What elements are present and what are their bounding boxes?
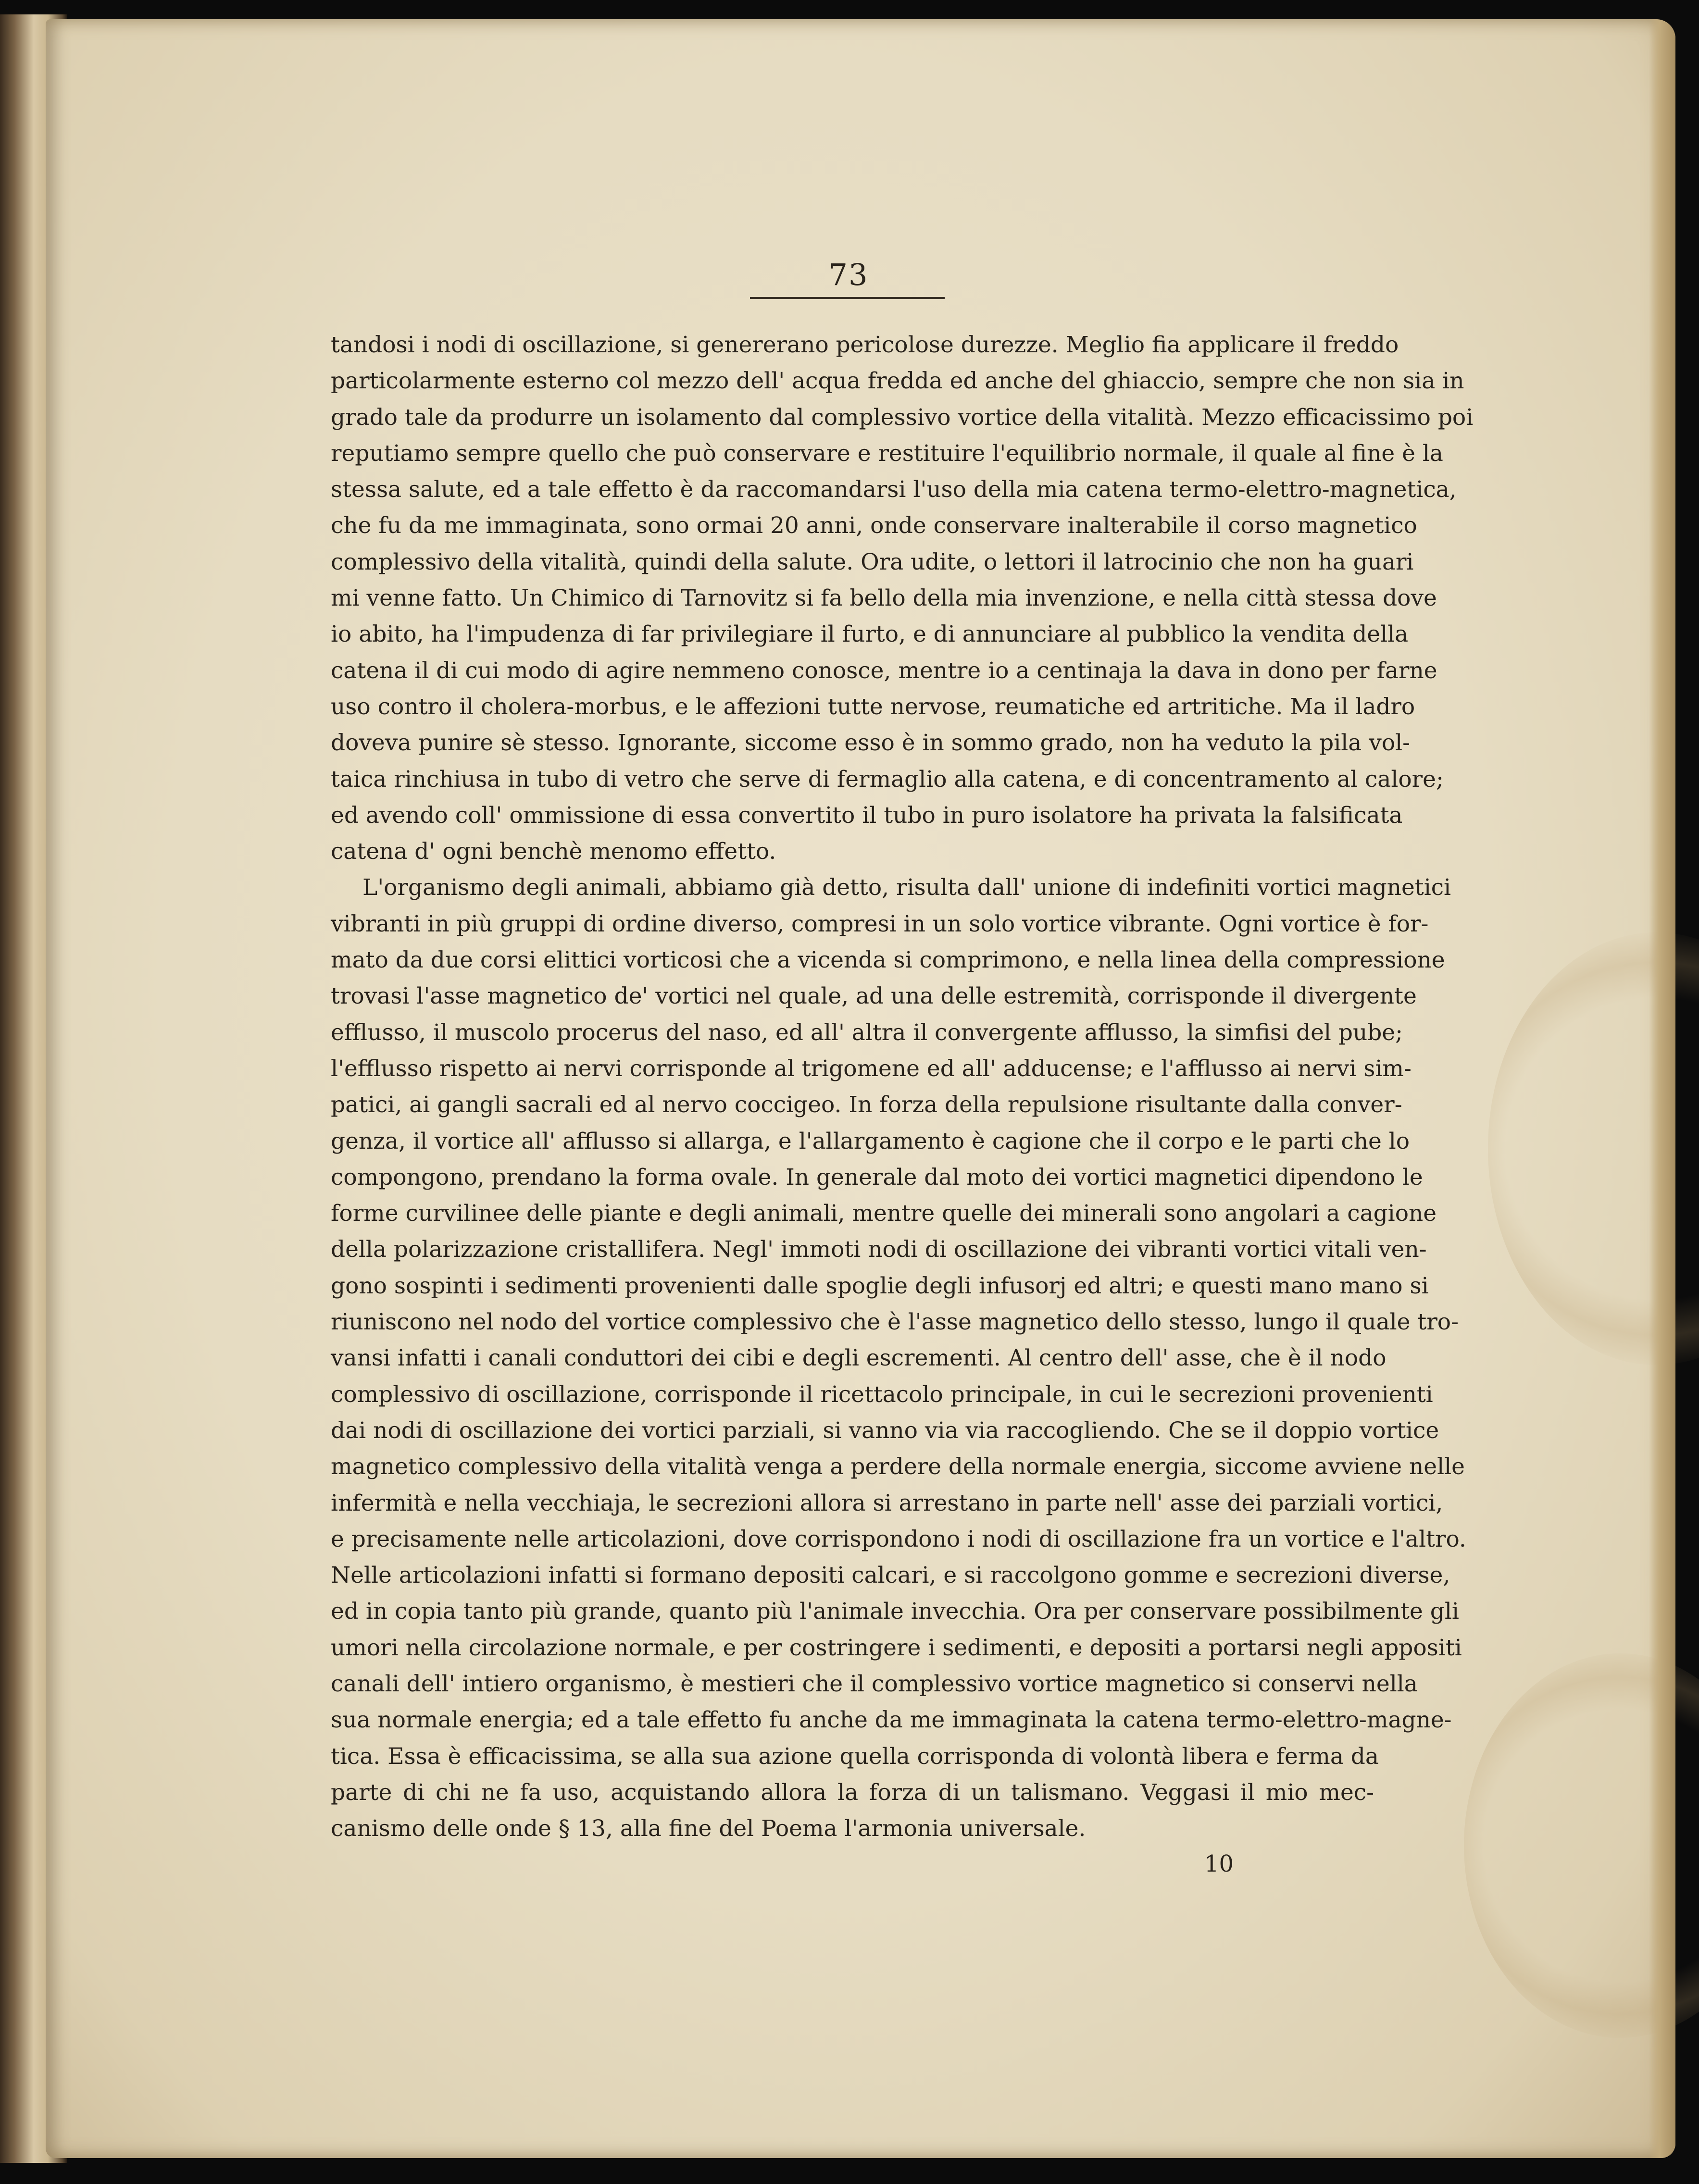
text-line: compongono, prendano la forma ovale. In generale dal moto dei vortici magnetici dipendono le bbox=[331, 1164, 1423, 1191]
text-line: infermità e nella vecchiaja, le secrezioni allora si arrestano in parte nell' asse dei parziali vortici, bbox=[331, 1489, 1443, 1516]
page-edge bbox=[1649, 19, 1675, 2158]
text-line: catena d' ogni benchè menomo effetto. bbox=[331, 838, 776, 865]
text-line: efflusso, il muscolo procerus del naso, ed all' altra il convergente afflusso, la simfisi del pube; bbox=[331, 1019, 1403, 1046]
text-line: l'efflusso rispetto ai nervi corrisponde al trigomene ed all' adducense; e l'afflusso ai nervi sim- bbox=[331, 1055, 1412, 1082]
text-line: tandosi i nodi di oscillazione, si genererano pericolose durezze. Meglio fia applicare il freddo bbox=[331, 332, 1399, 358]
signature-mark: 10 bbox=[1204, 1850, 1234, 1877]
text-line: parte di chi ne fa uso, acquistando allora la forza di un talismano. Veggasi il mio mec- bbox=[331, 1779, 1374, 1806]
text-line: uso contro il cholera-morbus, e le affezioni tutte nervose, reumatiche ed artritiche. Ma il ladro bbox=[331, 693, 1415, 720]
text-line: mato da due corsi elittici vorticosi che a vicenda si comprimono, e nella linea della compressione bbox=[331, 947, 1445, 974]
text-line: vibranti in più gruppi di ordine diverso, compresi in un solo vortice vibrante. Ogni vortice è for- bbox=[331, 910, 1429, 937]
text-line: mi venne fatto. Un Chimico di Tarnovitz si fa bello della mia invenzione, e nella città stessa dove bbox=[331, 585, 1437, 612]
header-rule bbox=[750, 297, 945, 299]
text-line: e precisamente nelle articolazioni, dove corrispondono i nodi di oscillazione fra un vortice e l'altro. bbox=[331, 1526, 1466, 1552]
text-line: dai nodi di oscillazione dei vortici parziali, si vanno via via raccogliendo. Che se il doppio vortice bbox=[331, 1417, 1439, 1444]
text-line: della polarizzazione cristallifera. Negl' immoti nodi di oscillazione dei vibranti vortici vitali ven- bbox=[331, 1236, 1427, 1263]
paragraph bbox=[331, 327, 1474, 869]
body-text bbox=[331, 327, 1474, 1847]
text-line: ed avendo coll' ommissione di essa convertito il tubo in puro isolatore ha privata la falsificata bbox=[331, 802, 1403, 829]
text-line: sua normale energia; ed a tale effetto fu anche da me immaginata la catena termo-elettro-magne- bbox=[331, 1707, 1452, 1734]
text-line: riuniscono nel nodo del vortice complessivo che è l'asse magnetico dello stesso, lungo il quale tro- bbox=[331, 1309, 1459, 1336]
text-line: io abito, ha l'impudenza di far privilegiare il furto, e di annunciare al pubblico la vendita della bbox=[331, 621, 1409, 648]
text-line: Nelle articolazioni infatti si formano depositi calcari, e si raccolgono gomme e secrezioni diverse, bbox=[331, 1562, 1450, 1589]
text-line: ed in copia tanto più grande, quanto più l'animale invecchia. Ora per conservare possibilmente gli bbox=[331, 1598, 1459, 1625]
text-line: complessivo della vitalità, quindi della salute. Ora udite, o lettori il latrocinio che non ha guari bbox=[331, 548, 1414, 575]
text-line: vansi infatti i canali conduttori dei cibi e degli escrementi. Al centro dell' asse, che è il nodo bbox=[331, 1345, 1387, 1372]
text-line: reputiamo sempre quello che può conservare e restituire l'equilibrio normale, il quale al fine è la bbox=[331, 440, 1443, 467]
text-line: umori nella circolazione normale, e per costringere i sedimenti, e depositi a portarsi negli appositi bbox=[331, 1634, 1462, 1661]
page-number: 73 bbox=[828, 257, 869, 292]
text-line: catena il di cui modo di agire nemmeno conosce, mentre io a centinaja la dava in dono per farne bbox=[331, 657, 1437, 684]
text-line: tica. Essa è efficacissima, se alla sua azione quella corrisponda di volontà libera e ferma da bbox=[331, 1743, 1379, 1770]
page-header bbox=[752, 257, 945, 292]
text-line: canismo delle onde § 13, alla fine del Poema l'armonia universale. bbox=[331, 1815, 1086, 1842]
text-line: particolarmente esterno col mezzo dell' acqua fredda ed anche del ghiaccio, sempre che non sia in bbox=[331, 368, 1464, 395]
text-line: complessivo di oscillazione, corrisponde il ricettacolo principale, in cui le secrezioni provenienti bbox=[331, 1381, 1433, 1408]
text-line: doveva punire sè stesso. Ignorante, siccome esso è in sommo grado, non ha veduto la pila vol- bbox=[331, 730, 1411, 757]
text-line: trovasi l'asse magnetico de' vortici nel quale, ad una delle estremità, corrisponde il divergente bbox=[331, 983, 1417, 1010]
text-line: che fu da me immaginata, sono ormai 20 anni, onde conservare inalterabile il corso magnetico bbox=[331, 512, 1417, 539]
text-line: patici, ai gangli sacrali ed al nervo coccigeo. In forza della repulsione risultante dalla conver- bbox=[331, 1092, 1402, 1118]
text-line: canali dell' intiero organismo, è mestieri che il complessivo vortice magnetico si conservi nella bbox=[331, 1670, 1418, 1697]
text-line: forme curvilinee delle piante e degli animali, mentre quelle dei minerali sono angolari a cagione bbox=[331, 1200, 1437, 1227]
text-line: taica rinchiusa in tubo di vetro che serve di fermaglio alla catena, e di concentramento al calore; bbox=[331, 766, 1444, 793]
paragraph bbox=[331, 869, 1466, 1847]
text-line: grado tale da produrre un isolamento dal complessivo vortice della vitalità. Mezzo efficacissimo poi bbox=[331, 404, 1474, 431]
text-line: magnetico complessivo della vitalità venga a perdere della normale energia, siccome avviene nelle bbox=[331, 1453, 1465, 1480]
text-line: genza, il vortice all' afflusso si allarga, e l'allargamento è cagione che il corpo e le parti che lo bbox=[331, 1128, 1410, 1154]
text-line: gono sospinti i sedimenti provenienti dalle spoglie degli infusorj ed altri; e questi mano mano si bbox=[331, 1272, 1429, 1299]
text-line: stessa salute, ed a tale effetto è da raccomandarsi l'uso della mia catena termo-elettro-magnetica, bbox=[331, 476, 1457, 503]
text-line: L'organismo degli animali, abbiamo già detto, risulta dall' unione di indefiniti vortici magnetici bbox=[362, 874, 1451, 901]
